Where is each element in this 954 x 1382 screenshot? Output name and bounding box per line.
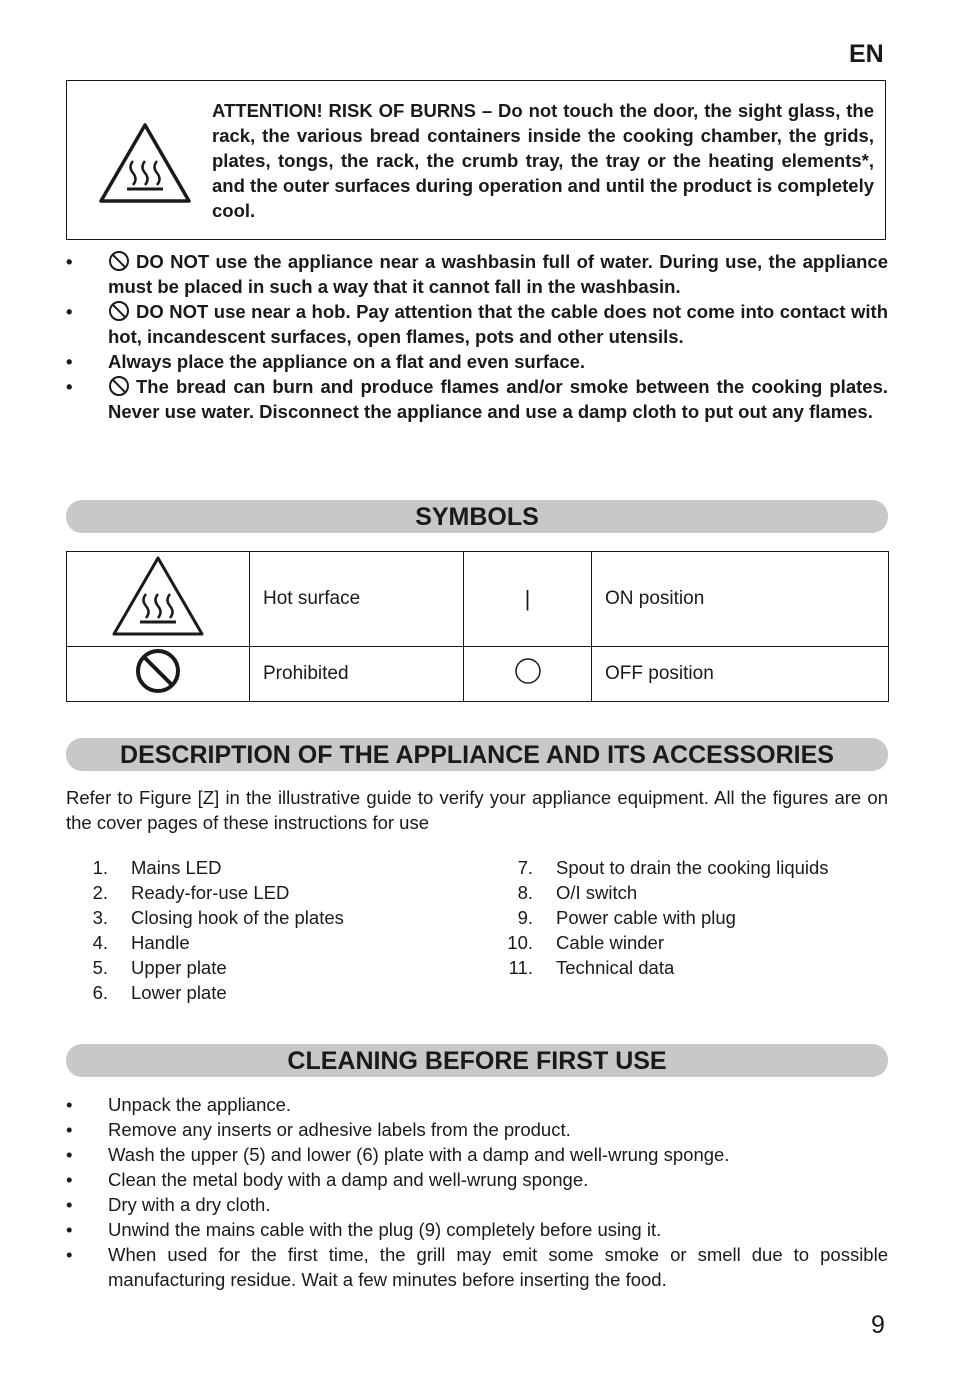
symbol-cell — [67, 552, 250, 647]
prohibited-icon — [108, 375, 130, 397]
language-code: EN — [849, 40, 884, 68]
list-item: 11. Technical data — [508, 957, 675, 978]
description-heading: DESCRIPTION OF THE APPLIANCE AND ITS ACCESSORIES — [66, 738, 888, 771]
list-item: • Unpack the appliance. — [66, 1094, 292, 1115]
list-item: • DO NOT use the appliance near a washbasin full of water. During use, the appliance must be placed in such a way that it cannot fall in the washbasin. — [66, 251, 888, 297]
list-item: 10. Cable winder — [507, 932, 664, 953]
symbols-table — [66, 551, 889, 702]
hot-surface-icon — [110, 554, 206, 638]
prohibited-icon — [108, 300, 130, 322]
accessories-list-left — [66, 855, 344, 1005]
cleaning-list — [66, 1092, 888, 1292]
list-item: • Unwind the mains cable with the plug (9) completely before using it. — [66, 1219, 662, 1240]
list-item: 9. Power cable with plug — [517, 907, 736, 928]
safety-warnings-list — [66, 249, 888, 424]
cleaning-heading: CLEANING BEFORE FIRST USE — [66, 1044, 888, 1077]
prohibited-icon — [108, 250, 130, 272]
list-item: 7. Spout to drain the cooking liquids — [517, 857, 829, 878]
on-position-icon: | — [464, 552, 592, 647]
list-item: 5. Upper plate — [92, 957, 227, 978]
list-item: 2. Ready-for-use LED — [92, 882, 290, 903]
symbol-label: Hot surface — [250, 552, 464, 647]
symbols-heading: SYMBOLS — [66, 500, 888, 533]
symbol-label: OFF position — [592, 647, 889, 702]
list-item: 1. Mains LED — [92, 857, 222, 878]
off-position-icon — [514, 657, 542, 685]
description-intro: Refer to Figure [Z] in the illustrative guide to verify your appliance equipment. All the figures are on the cover pages of these instructions for use — [66, 787, 888, 833]
table-row — [67, 647, 889, 702]
list-item: 6. Lower plate — [92, 982, 227, 1003]
list-item: • The bread can burn and produce flames and/or smoke between the cooking plates. Never use water. Disconnect the appliance and use a damp cloth to put out any flames. — [66, 376, 888, 422]
table-row — [67, 552, 889, 647]
list-item: • Clean the metal body with a damp and well-wrung sponge. — [66, 1169, 589, 1190]
burn-warning-text: ATTENTION! RISK OF BURNS – Do not touch the door, the sight glass, the rack, the various bread containers inside the cooking chamber, the grids, plates, tongs, the rack, the crumb tray, the tray or the heating elements*, and the outer surfaces during operation and until the product is completely cool. — [212, 100, 874, 221]
list-item: • Always place the appliance on a flat and even surface. — [66, 351, 586, 372]
list-item: • When used for the first time, the grill may emit some smoke or smell due to possible manufacturing residue. Wait a few minutes before inserting the food. — [66, 1244, 888, 1290]
accessories-list-right — [491, 855, 829, 980]
prohibited-icon — [134, 647, 182, 695]
list-item: • Remove any inserts or adhesive labels from the product. — [66, 1119, 571, 1140]
symbol-cell — [67, 647, 250, 702]
list-item: 8. O/I switch — [517, 882, 638, 903]
list-item: • Dry with a dry cloth. — [66, 1194, 271, 1215]
list-item: 3. Closing hook of the plates — [92, 907, 344, 928]
symbol-label: Prohibited — [250, 647, 464, 702]
page-number: 9 — [871, 1311, 885, 1339]
burn-warning-box — [66, 80, 886, 240]
symbol-cell — [464, 647, 592, 702]
symbol-label: ON position — [592, 552, 889, 647]
hot-surface-warning-icon — [97, 121, 193, 205]
list-item: • DO NOT use near a hob. Pay attention that the cable does not come into contact with hot, incandescent surfaces, open flames, pots and other utensils. — [66, 301, 888, 347]
list-item: 4. Handle — [92, 932, 190, 953]
list-item: • Wash the upper (5) and lower (6) plate with a damp and well-wrung sponge. — [66, 1144, 730, 1165]
